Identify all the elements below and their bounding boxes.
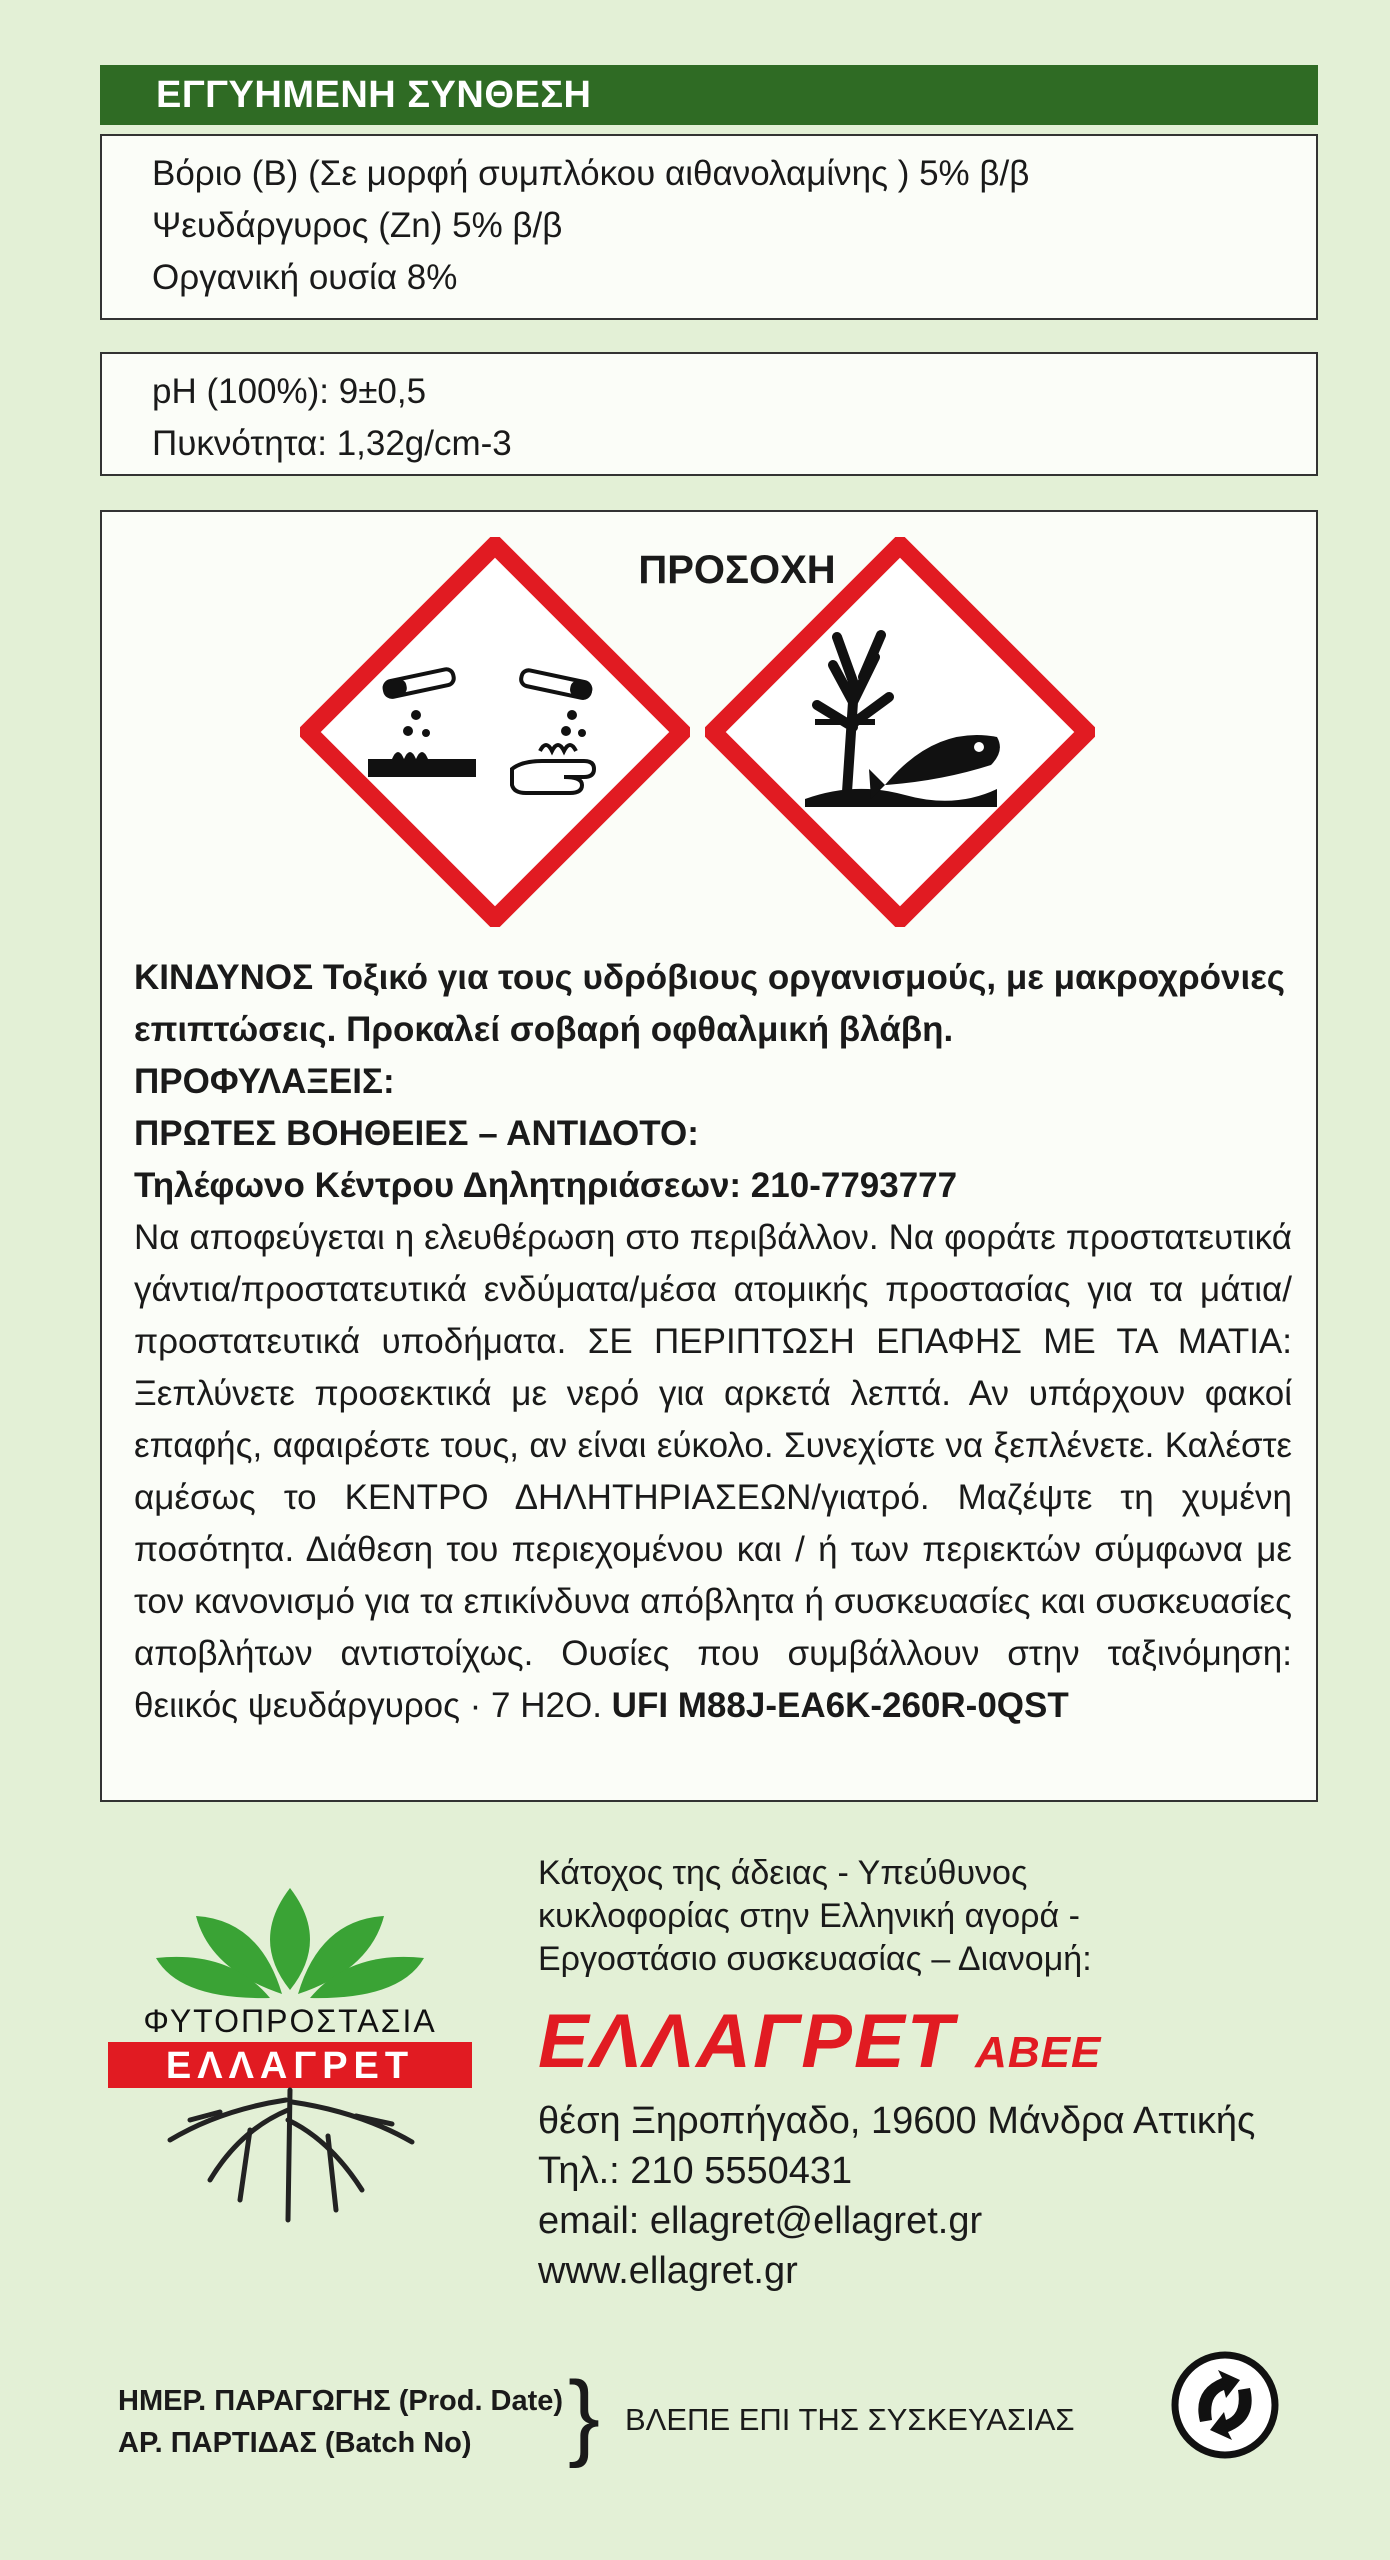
composition-item-boron: Βόριο (B) (Σε μορφή συμπλόκου αιθανολαμίνης ) 5% β/β (152, 154, 1030, 193)
ph-value: pH (100%): 9±0,5 (152, 372, 427, 411)
composition-item-organic: Οργανική ουσία 8% (152, 258, 458, 297)
brand-title: ΕΛΛΑΓΡΕΤ (538, 1999, 956, 2084)
company-address: θέση Ξηροπήγαδο, 19600 Μάνδρα Αττικής (538, 2100, 1256, 2142)
composition-box (100, 134, 1318, 320)
green-dot-recycle-icon (1170, 2350, 1280, 2460)
holder-line-2: κυκλοφορίας στην Ελληνική αγορά - (538, 1897, 1080, 1935)
brand-suffix: ΑΒΕΕ (975, 2028, 1102, 2077)
first-aid-heading: ΠΡΩΤΕΣ ΒΟΗΘΕΙΕΣ – ΑΝΤΙΔΟΤΟ: (134, 1114, 699, 1153)
corrosion-icon (300, 537, 690, 927)
danger-statement: ΚΙΝΔΥΝΟΣ Τοξικό για τους υδρόβιους οργανισμούς, με μακροχρόνιες επιπτώσεις. Προκαλεί σοβαρή οφθαλμική βλάβη. (134, 958, 1286, 1049)
poison-center-phone: Τηλέφωνο Κέντρου Δηλητηριάσεων: 210-7793777 (134, 1166, 958, 1205)
ufi-code: UFI M88J-EA6K-260R-0QST (611, 1686, 1069, 1725)
hazard-box (100, 510, 1318, 1802)
precaution-text: Να αποφεύγεται η ελευθέρωση στο περιβάλλον. Να φοράτε προστατευτικά γάντια/προστατευτικά ενδύματα/μέσα ατομικής προστασίας για τα μάτια/προστατευτικά υποδήματα. ΣΕ ΠΕΡΙΠΤΩΣΗ ΕΠΑΦΗΣ ΜΕ ΤΑ ΜΑΤΙΑ: Ξεπλύνετε προσεκτικά με νερό για αρκετά λεπτά. Αν υπάρχουν φακοί επαφής, αφαιρέστε τους, αν είναι εύκολο. Συνεχίστε να ξεπλένετε. Καλέστε αμέσως το ΚΕΝΤΡΟ ΔΗΛΗΤΗΡΙΑΣΕΩΝ/γιατρό. Μαζέψτε τη χυμένη ποσότητα. Διάθεση του περιεχομένου και / ή των περιεκτών σύμφωνα με τον κανονισμό για τα επικίνδυνα απόβλητα ή συσκευασίες και συσκευασίες αποβλήτων αντιστοίχως. Ουσίες που συμβάλλουν στην ταξινόμηση: θειικός ψευδάργυρος · 7 H2O. (134, 1218, 1292, 1725)
license-holder (538, 1852, 1092, 1981)
company-email: email: ellagret@ellagret.gr (538, 2200, 983, 2242)
composition-item-zinc: Ψευδάργυρος (Zn) 5% β/β (152, 206, 563, 245)
hazard-text (134, 952, 1292, 1732)
warning-title: ΠΡΟΣΟΧΗ (638, 548, 836, 592)
precaution-body (134, 1212, 1292, 1732)
holder-line-3: Εργοστάσιο συσκευασίας – Διανομή: (538, 1940, 1092, 1978)
company-contact (538, 2096, 1255, 2296)
density-value: Πυκνότητα: 1,32g/cm-3 (152, 424, 512, 463)
environment-icon (705, 537, 1095, 927)
production-info (118, 2380, 563, 2464)
brand-name (538, 1998, 1101, 2085)
company-logo (100, 1880, 480, 2230)
prod-date-label: ΗΜΕΡ. ΠΑΡΑΓΩΓΗΣ (Prod. Date) (118, 2385, 564, 2417)
brace-icon: } (568, 2362, 601, 2469)
company-website: www.ellagret.gr (538, 2250, 798, 2292)
physical-box (100, 352, 1318, 476)
precautions-heading: ΠΡΟΦΥΛΑΞΕΙΣ: (134, 1062, 395, 1101)
logo-top-text: ΦΥΤΟΠΡΟΣΤΑΣΙΑ (143, 2003, 437, 2039)
holder-line-1: Κάτοχος της άδειας - Υπεύθυνος (538, 1854, 1028, 1892)
see-package-text: ΒΛΕΠΕ ΕΠΙ ΤΗΣ ΣΥΣΚΕΥΑΣΙΑΣ (625, 2402, 1075, 2437)
company-phone: Τηλ.: 210 5550431 (538, 2150, 853, 2192)
logo-name-text: ΕΛΛΑΓΡΕΤ (165, 2045, 415, 2087)
batch-label: ΑΡ. ΠΑΡΤΙΔΑΣ (Batch No) (118, 2427, 472, 2459)
composition-title: ΕΓΓΥΗΜΕΝΗ ΣΥΝΘΕΣΗ (100, 65, 1318, 125)
